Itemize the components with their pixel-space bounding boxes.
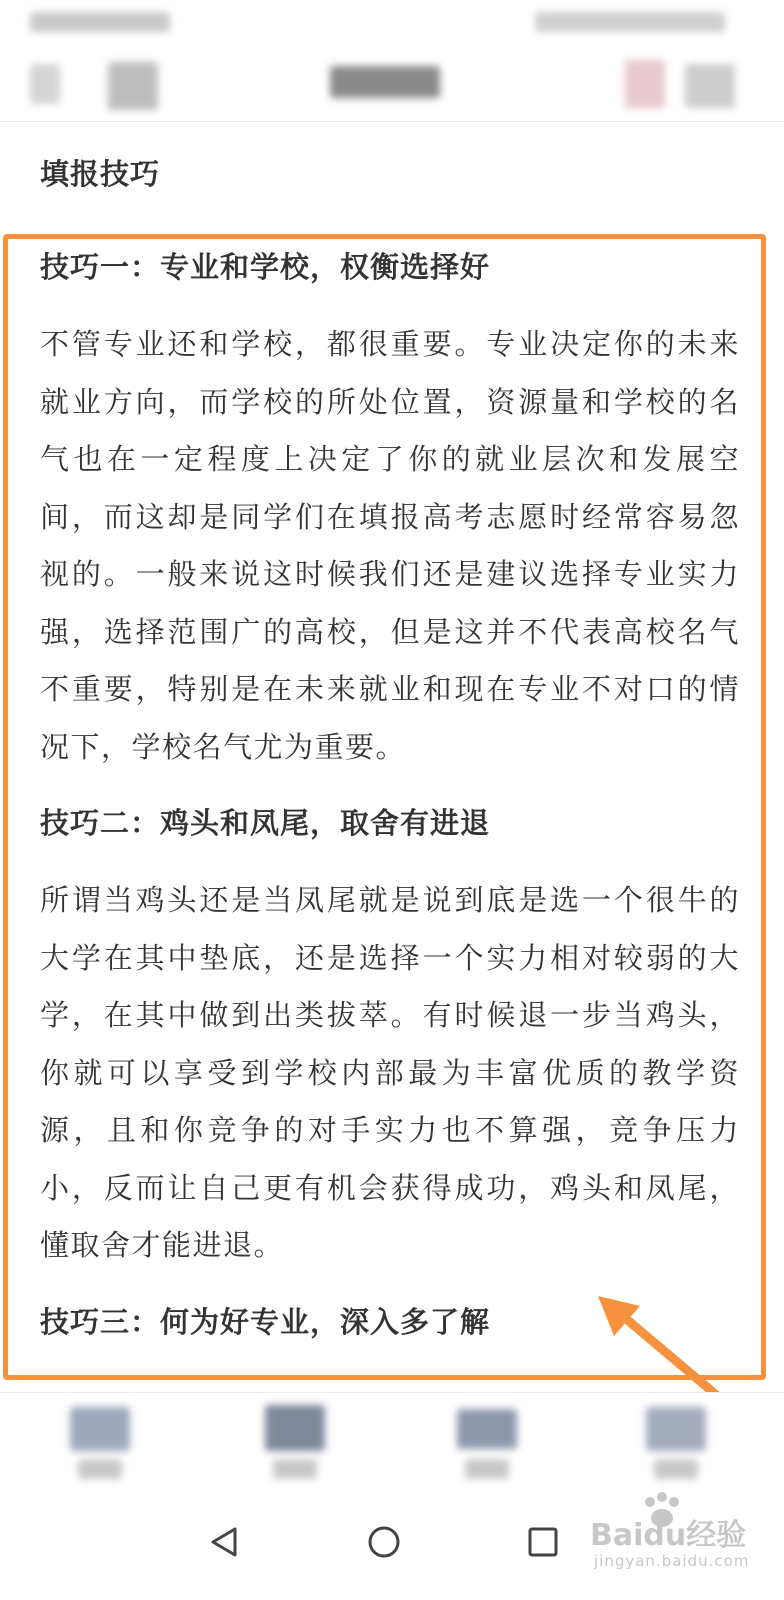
tab-label [465, 1459, 509, 1479]
section-title: 填报技巧 [40, 157, 161, 191]
header-action-icon[interactable] [625, 60, 665, 108]
tip-heading: 技巧三：何为好专业，深入多了解 [40, 1304, 491, 1339]
header-avatar[interactable] [108, 62, 158, 110]
tip-paragraph: 所谓当鸡头还是当凤尾就是说到底是选一个很牛的大学在其中垫底，还是选择一个实力相对较弱的大学，在其中做到出类拔萃。有时候退一步当鸡头，你就可以享受到学校内部最为丰富优质的教学资源，且和你竞争的对手实力也不算强，竞争压力小，反而让自己更有机会获得成功，鸡头和凤尾，懂取舍才能进退。 [40, 883, 740, 1262]
tip-heading: 技巧二：鸡头和凤尾，取舍有进退 [40, 806, 491, 840]
tab-label [654, 1459, 698, 1479]
bottom-tab-bar [0, 1392, 784, 1492]
tab-label [78, 1459, 122, 1479]
tip-2 [40, 796, 740, 1275]
nav-header [0, 44, 784, 122]
watermark-url: jingyan.baidu.com [594, 1552, 750, 1570]
tab-icon [646, 1407, 706, 1451]
more-icon[interactable] [685, 64, 735, 108]
tab-item-2[interactable] [255, 1401, 335, 1487]
tab-icon [265, 1405, 325, 1451]
back-triangle-icon[interactable] [194, 1512, 254, 1572]
tab-item-3[interactable] [447, 1401, 527, 1487]
article-body [40, 240, 740, 1349]
tab-icon [70, 1407, 130, 1451]
baidu-watermark [590, 1490, 770, 1580]
tab-label [273, 1459, 317, 1479]
tip-3 [40, 1295, 740, 1349]
header-title [330, 66, 440, 98]
tip-heading: 技巧一：专业和学校，权衡选择好 [40, 250, 491, 284]
tab-icon [457, 1409, 517, 1449]
recents-square-icon[interactable] [513, 1512, 573, 1572]
back-icon[interactable] [30, 64, 60, 104]
tip-1 [40, 240, 740, 776]
home-circle-icon[interactable] [354, 1512, 414, 1572]
tab-item-4[interactable] [636, 1401, 716, 1487]
tab-item-1[interactable] [60, 1401, 140, 1487]
status-bar [0, 0, 784, 44]
watermark-brand: Baidu经验 [590, 1518, 747, 1553]
tip-paragraph: 不管专业还和学校，都很重要。专业决定你的未来就业方向，而学校的所处位置，资源量和学校的名气也在一定程度上决定了你的就业层次和发展空间，而这却是同学们在填报高考志愿时经常容易忽视的。一般来说这时候我们还是建议选择专业实力强，选择范围广的高校，但是这并不代表高校名气不重要，特别是在未来就业和现在专业不对口的情况下，学校名气尤为重要。 [40, 327, 740, 764]
